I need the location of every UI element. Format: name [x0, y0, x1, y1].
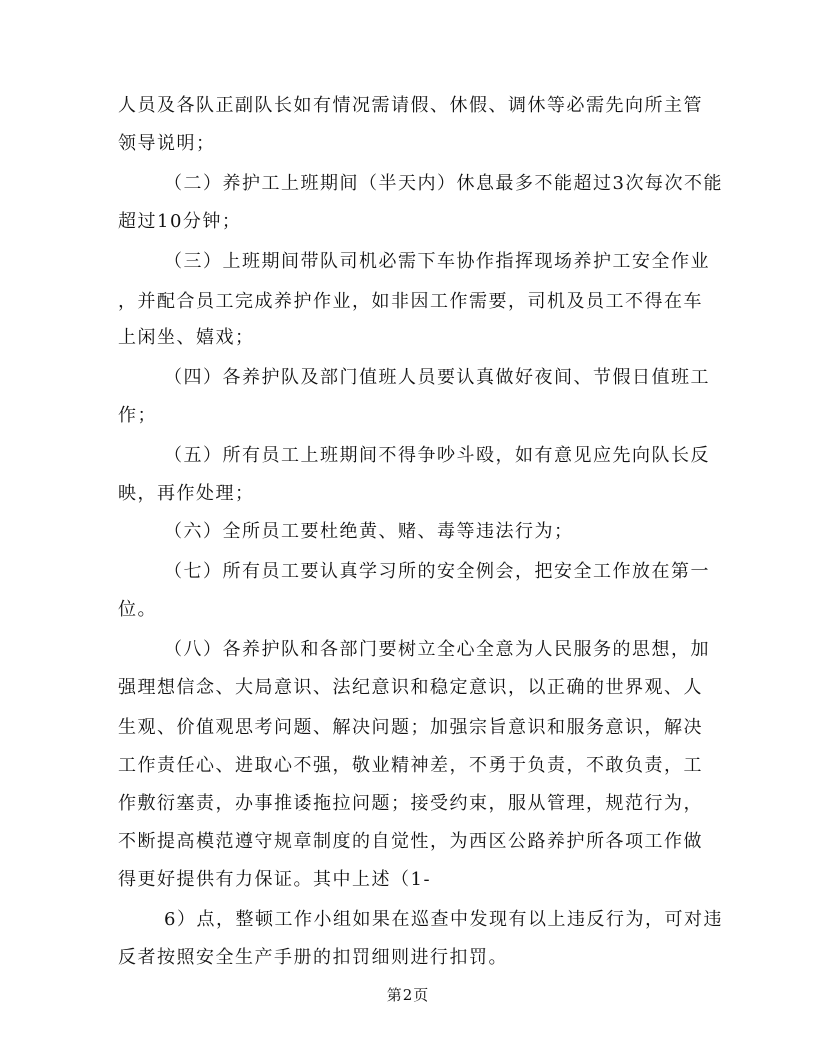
- body-line: （六）全所员工要杜绝黄、赌、毒等违法行为；: [164, 521, 574, 542]
- body-line: ，并配合员工完成养护作业，如非因工作需要，司机及员工不得在车: [118, 291, 703, 312]
- body-line: （四）各养护队及部门值班人员要认真做好夜间、节假日值班工: [164, 367, 710, 388]
- body-line: 不断提高模范遵守规章制度的自觉性，为西区公路养护所各项工作做: [118, 831, 703, 852]
- body-line: 超过10分钟；: [118, 211, 242, 232]
- body-line: 得更好提供有力保证。其中上述（1-: [118, 869, 432, 890]
- body-line: 作；: [118, 405, 157, 426]
- body-line: （三）上班期间带队司机必需下车协作指挥现场养护工安全作业: [164, 251, 710, 272]
- body-line: （七）所有员工要认真学习所的安全例会，把安全工作放在第一: [164, 561, 710, 582]
- body-line: 上闲坐、嬉戏；: [118, 327, 255, 348]
- body-line: （八）各养护队和各部门要树立全心全意为人民服务的思想，加: [164, 639, 710, 660]
- body-line: （二）养护工上班期间（半天内）休息最多不能超过3次每次不能: [164, 173, 723, 194]
- page-number: 第2页: [386, 986, 430, 1004]
- body-line: 映，再作处理；: [118, 483, 255, 504]
- body-line: 作敷衍塞责，办事推诿拖拉问题；接受约束，服从管理，规范行为，: [118, 793, 703, 814]
- body-line: 位。: [118, 599, 157, 620]
- body-line: （五）所有员工上班期间不得争吵斗殴，如有意见应先向队长反: [164, 445, 710, 466]
- body-line: 反者按照安全生产手册的扣罚细则进行扣罚。: [118, 947, 508, 968]
- body-line: 6）点，整顿工作小组如果在巡查中发现有以上违反行为，可对违: [164, 909, 723, 930]
- body-line: 生观、价值观思考问题、解决问题；加强宗旨意识和服务意识，解决: [118, 717, 703, 738]
- body-line: 工作责任心、进取心不强，敬业精神差，不勇于负责，不敢负责，工: [118, 755, 703, 776]
- body-line: 人员及各队正副队长如有情况需请假、休假、调休等必需先向所主管: [118, 95, 703, 116]
- body-line: 强理想信念、大局意识、法纪意识和稳定意识，以正确的世界观、人: [118, 677, 703, 698]
- body-line: 领导说明；: [118, 133, 216, 154]
